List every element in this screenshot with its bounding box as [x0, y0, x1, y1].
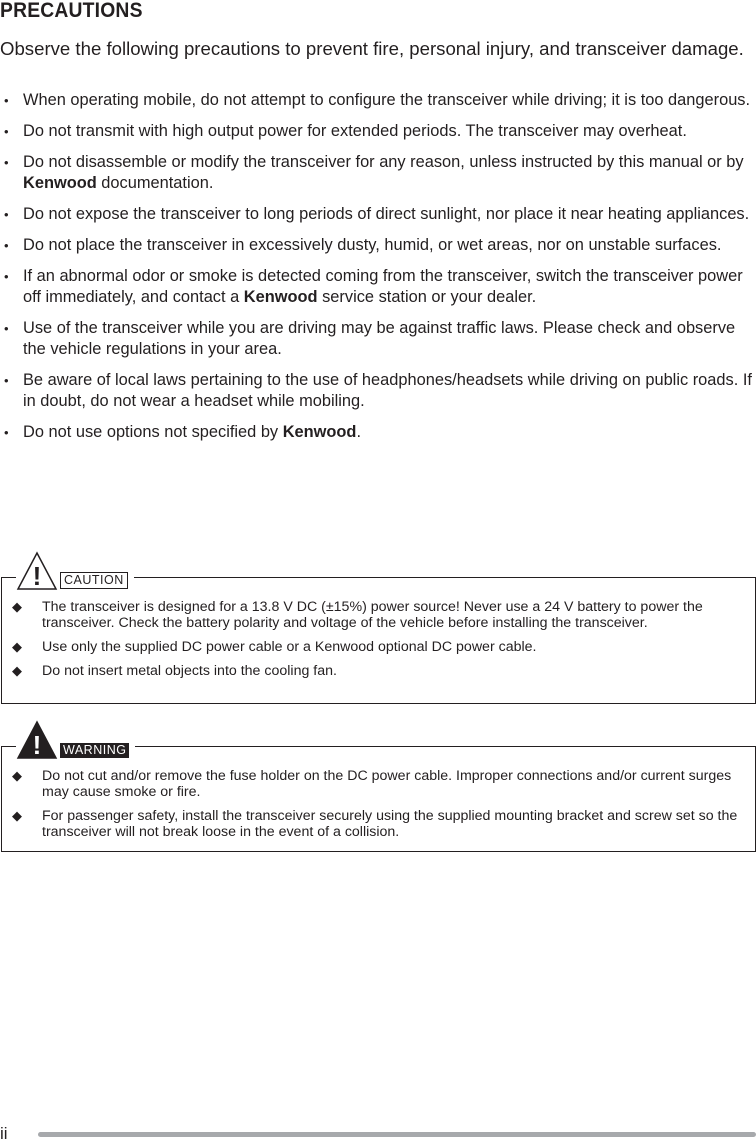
caution-triangle-icon	[16, 551, 58, 591]
bullet-icon: •	[4, 238, 9, 253]
caution-list	[12, 599, 742, 687]
bullet-icon: •	[4, 373, 9, 388]
diamond-bullet-icon: ◆	[12, 808, 22, 823]
warning-triangle-icon	[16, 720, 58, 760]
warning-list	[12, 768, 742, 848]
list-item: ◆ For passenger safety, install the transceiver securely using the supplied mounting bracket and screw set so the transceiver will not break loose in the event of a collision.	[12, 808, 738, 840]
bullet-icon: •	[4, 321, 9, 336]
list-item: ◆ Do not cut and/or remove the fuse holder on the DC power cable. Improper connections and/or current surges may cause smoke or fire.	[12, 768, 732, 800]
list-item: • Do not disassemble or modify the transceiver for any reason, unless instructed by this manual or by Kenwood documentation.	[4, 153, 744, 192]
diamond-bullet-icon: ◆	[12, 768, 22, 783]
caution-box	[1, 561, 756, 704]
intro-text: Observe the following precautions to prevent fire, personal injury, and transceiver damage.	[0, 38, 744, 59]
diamond-bullet-icon: ◆	[12, 639, 22, 654]
bullet-icon: •	[4, 207, 9, 222]
diamond-bullet-icon: ◆	[12, 599, 22, 614]
list-item: ◆ Use only the supplied DC power cable or a Kenwood optional DC power cable.	[12, 639, 537, 655]
list-item: • When operating mobile, do not attempt to configure the transceiver while driving; it is too dangerous.	[4, 91, 751, 109]
diamond-bullet-icon: ◆	[12, 663, 22, 678]
page-number: ii	[0, 1124, 8, 1143]
warning-mark: !	[32, 730, 42, 760]
bullet-icon: •	[4, 93, 9, 108]
list-item: • Do not transmit with high output power for extended periods. The transceiver may overheat.	[4, 122, 687, 140]
list-item: ◆ Do not insert metal objects into the cooling fan.	[12, 663, 337, 679]
list-item: • Be aware of local laws pertaining to the use of headphones/headsets while driving on public roads. If in doubt, do not wear a headset while mobiling.	[4, 371, 752, 410]
caution-badge	[16, 551, 134, 591]
list-item: • Do not place the transceiver in excessively dusty, humid, or wet areas, nor on unstable surfaces.	[4, 236, 722, 254]
bullet-icon: •	[4, 269, 9, 284]
bullet-icon: •	[4, 425, 9, 440]
footer-divider	[38, 1132, 756, 1137]
page-title: PRECAUTIONS	[0, 0, 143, 22]
warning-badge	[16, 720, 135, 760]
caution-mark: !	[32, 561, 42, 591]
list-item: ◆ The transceiver is designed for a 13.8 V DC (±15%) power source! Never use a 24 V battery to power the transceiver. Check the battery polarity and voltage of the vehicle before installing the transceiver.	[12, 599, 703, 631]
bullet-icon: •	[4, 124, 9, 139]
list-item: • If an abnormal odor or smoke is detected coming from the transceiver, switch the transceiver power off immediately, and contact a Kenwood service station or your dealer.	[4, 267, 743, 306]
warning-label: WARNING	[60, 743, 129, 758]
bullet-icon: •	[4, 155, 9, 170]
precautions-list	[0, 90, 756, 453]
list-item: • Use of the transceiver while you are driving may be against traffic laws. Please check and observe the vehicle regulations in your area.	[4, 319, 736, 358]
list-item: • Do not expose the transceiver to long periods of direct sunlight, nor place it near heating appliances.	[4, 205, 750, 223]
warning-box	[1, 730, 756, 852]
caution-label: CAUTION	[60, 572, 128, 589]
list-item: • Do not use options not specified by Kenwood.	[4, 423, 361, 441]
